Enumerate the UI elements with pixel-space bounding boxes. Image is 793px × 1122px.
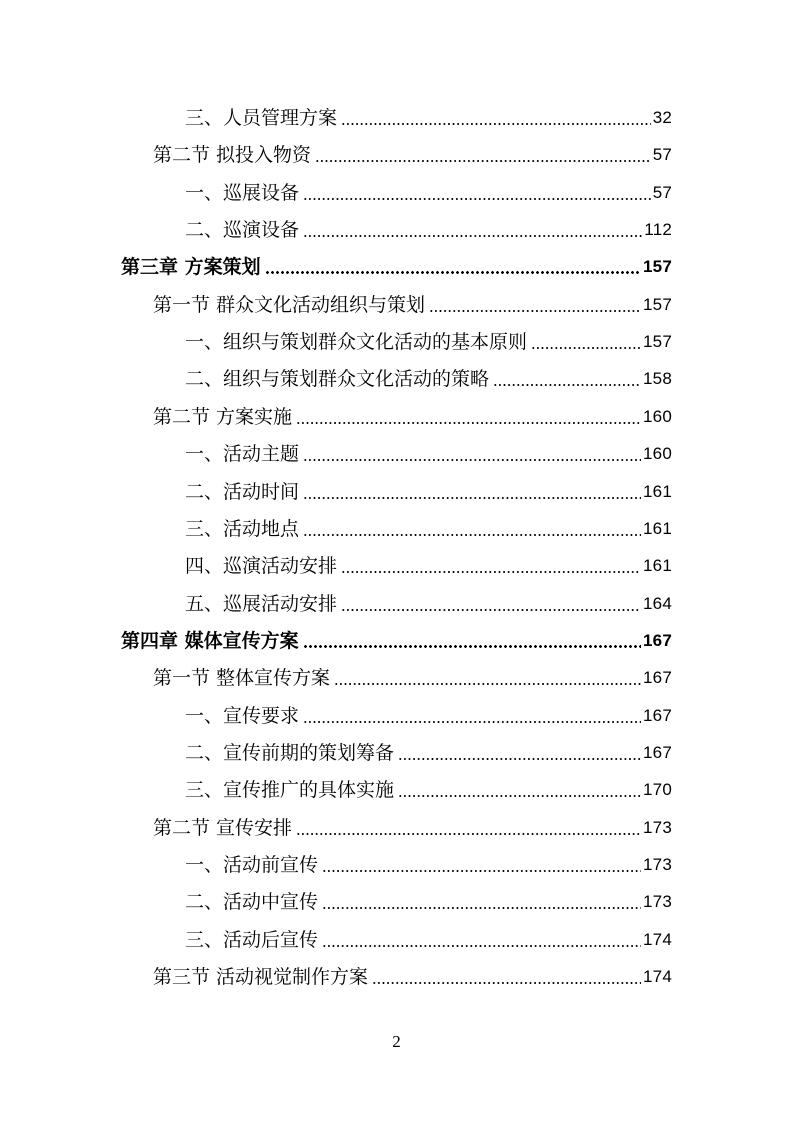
toc-entry-label: 第一节 群众文化活动组织与策划 bbox=[153, 294, 426, 316]
dot-leader bbox=[493, 384, 641, 386]
toc-entry-page: 174 bbox=[643, 930, 672, 949]
toc-subsection-entry[interactable] bbox=[185, 703, 672, 729]
toc-entry-label: 三、人员管理方案 bbox=[185, 107, 338, 129]
toc-subsection-entry[interactable] bbox=[185, 366, 672, 392]
toc-subsection-entry[interactable] bbox=[185, 553, 672, 579]
toc-subsection-entry[interactable] bbox=[185, 441, 672, 467]
dot-leader bbox=[315, 160, 651, 162]
toc-entry-page: 173 bbox=[643, 892, 672, 911]
toc-subsection-entry[interactable] bbox=[185, 516, 672, 542]
dot-leader bbox=[398, 795, 641, 797]
dot-leader bbox=[334, 683, 641, 685]
dot-leader bbox=[265, 271, 641, 274]
toc-entry-label: 二、组织与策划群众文化活动的策略 bbox=[185, 368, 490, 390]
dot-leader bbox=[296, 422, 641, 424]
toc-entry-page: 57 bbox=[652, 145, 672, 164]
toc-entry-page: 164 bbox=[643, 594, 672, 613]
toc-entry-label: 第二节 方案实施 bbox=[153, 406, 293, 428]
toc-section-entry[interactable] bbox=[153, 665, 672, 691]
toc-subsection-entry[interactable] bbox=[185, 105, 672, 131]
toc-entry-page: 174 bbox=[643, 967, 672, 986]
toc-subsection-entry[interactable] bbox=[185, 329, 672, 355]
toc-entry-label: 一、活动前宣传 bbox=[185, 854, 319, 876]
dot-leader bbox=[303, 497, 641, 499]
toc-section-entry[interactable] bbox=[153, 404, 672, 430]
dot-leader bbox=[303, 459, 641, 461]
dot-leader bbox=[531, 347, 641, 349]
toc-subsection-entry[interactable] bbox=[185, 889, 672, 915]
toc-entry-page: 173 bbox=[643, 818, 672, 837]
toc-section-entry[interactable] bbox=[153, 964, 672, 990]
toc-chapter-entry[interactable] bbox=[121, 628, 672, 654]
toc-entry-page: 160 bbox=[643, 444, 672, 463]
toc-entry-label: 一、活动主题 bbox=[185, 443, 300, 465]
toc-entry-page: 167 bbox=[643, 706, 672, 725]
dot-leader bbox=[322, 945, 641, 947]
toc-chapter-entry[interactable] bbox=[121, 254, 672, 280]
toc-entry-label: 第三章 方案策划 bbox=[121, 256, 261, 278]
toc-entry-page: 112 bbox=[644, 220, 672, 239]
toc-entry-page: 160 bbox=[643, 407, 672, 426]
toc-entry-page: 32 bbox=[652, 108, 672, 127]
toc-subsection-entry[interactable] bbox=[185, 777, 672, 803]
toc-entry-label: 第二节 宣传安排 bbox=[153, 817, 293, 839]
dot-leader bbox=[322, 907, 641, 909]
dot-leader bbox=[341, 609, 641, 611]
dot-leader bbox=[303, 534, 641, 536]
dot-leader bbox=[322, 870, 641, 872]
page-number: 2 bbox=[392, 1032, 401, 1051]
toc-entry-label: 五、巡展活动安排 bbox=[185, 593, 338, 615]
toc-section-entry[interactable] bbox=[153, 815, 672, 841]
toc-section-entry[interactable] bbox=[153, 142, 672, 168]
toc-entry-label: 二、巡演设备 bbox=[185, 219, 300, 241]
toc-entry-page: 157 bbox=[643, 257, 672, 276]
toc-section-entry[interactable] bbox=[153, 292, 672, 318]
toc-entry-label: 二、活动时间 bbox=[185, 481, 300, 503]
toc-entry-label: 第一节 整体宣传方案 bbox=[153, 667, 331, 689]
toc-entry-label: 一、组织与策划群众文化活动的基本原则 bbox=[185, 331, 528, 353]
toc-subsection-entry[interactable] bbox=[185, 479, 672, 505]
dot-leader bbox=[303, 198, 651, 200]
toc-entry-label: 第二节 拟投入物资 bbox=[153, 144, 312, 166]
toc-entry-label: 二、活动中宣传 bbox=[185, 891, 319, 913]
toc-entry-page: 161 bbox=[643, 519, 672, 538]
toc-entry-label: 三、活动地点 bbox=[185, 518, 300, 540]
toc-entry-page: 157 bbox=[643, 332, 672, 351]
toc-entry-page: 173 bbox=[643, 855, 672, 874]
toc-subsection-entry[interactable] bbox=[185, 217, 672, 243]
toc-entry-page: 158 bbox=[643, 369, 672, 388]
dot-leader bbox=[398, 758, 641, 760]
toc-subsection-entry[interactable] bbox=[185, 927, 672, 953]
toc-entry-page: 161 bbox=[643, 482, 672, 501]
toc-entry-label: 四、巡演活动安排 bbox=[185, 555, 338, 577]
dot-leader bbox=[372, 982, 641, 984]
dot-leader bbox=[303, 645, 641, 648]
toc-entry-label: 三、活动后宣传 bbox=[185, 929, 319, 951]
toc-entry-label: 三、宣传推广的具体实施 bbox=[185, 779, 395, 801]
dot-leader bbox=[429, 310, 641, 312]
toc-entry-label: 第三节 活动视觉制作方案 bbox=[153, 966, 369, 988]
toc-subsection-entry[interactable] bbox=[185, 591, 672, 617]
toc-entry-page: 167 bbox=[643, 668, 672, 687]
toc-entry-page: 167 bbox=[643, 631, 672, 650]
toc-subsection-entry[interactable] bbox=[185, 852, 672, 878]
toc-entry-page: 170 bbox=[643, 780, 672, 799]
dot-leader bbox=[303, 721, 641, 723]
toc-entry-page: 57 bbox=[652, 183, 672, 202]
toc-subsection-entry[interactable] bbox=[185, 740, 672, 766]
toc-entry-page: 161 bbox=[643, 556, 672, 575]
dot-leader bbox=[341, 571, 641, 573]
toc-entry-page: 157 bbox=[643, 295, 672, 314]
toc-subsection-entry[interactable] bbox=[185, 180, 672, 206]
toc-entry-label: 一、宣传要求 bbox=[185, 705, 300, 727]
toc-entry-page: 167 bbox=[643, 743, 672, 762]
dot-leader bbox=[341, 123, 651, 125]
toc-entry-label: 一、巡展设备 bbox=[185, 182, 300, 204]
dot-leader bbox=[296, 833, 641, 835]
toc-entry-label: 第四章 媒体宣传方案 bbox=[121, 630, 299, 652]
dot-leader bbox=[303, 235, 642, 237]
toc-entry-label: 二、宣传前期的策划筹备 bbox=[185, 742, 395, 764]
